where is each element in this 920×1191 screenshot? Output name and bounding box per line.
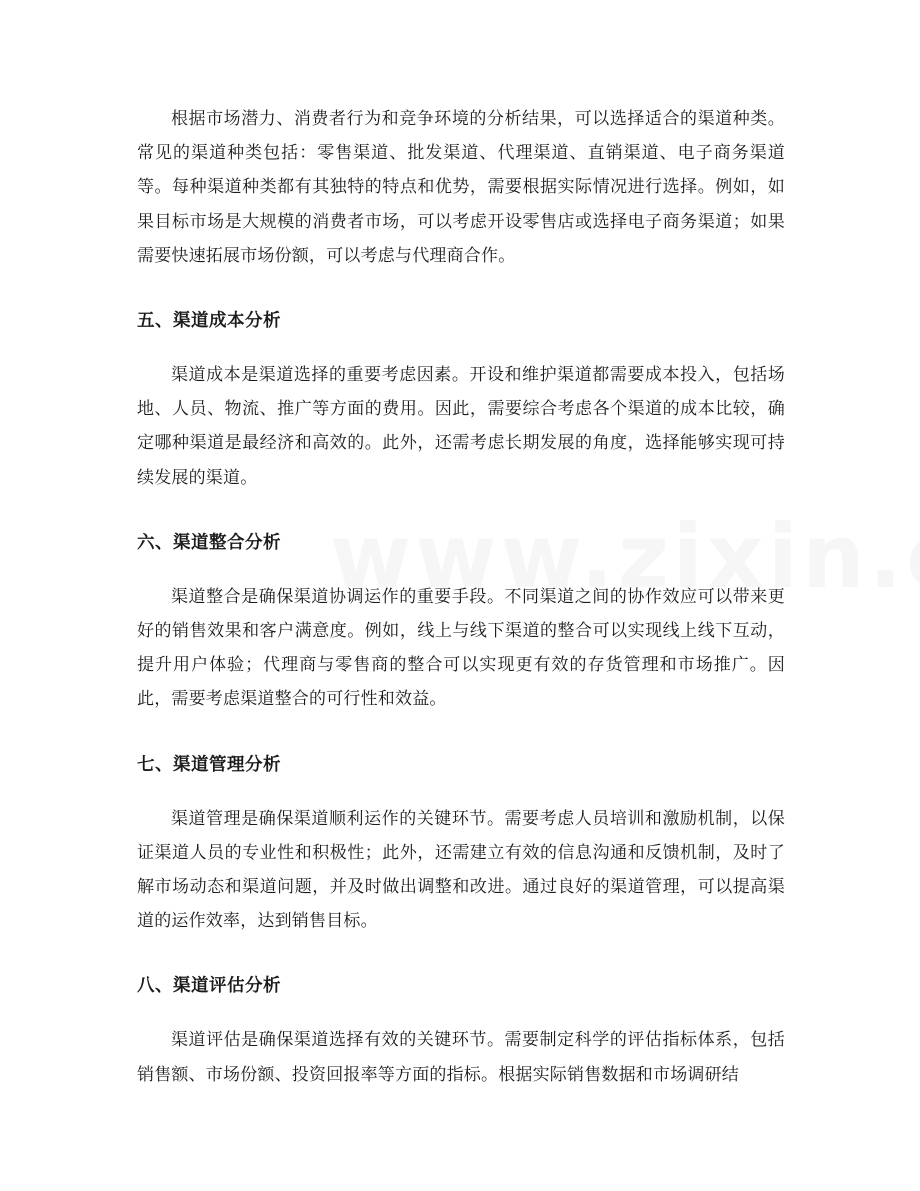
- section-heading-channel-evaluation: 八、渠道评估分析: [137, 976, 281, 997]
- section-paragraph-channel-cost: 渠道成本是渠道选择的重要考虑因素。开设和维护渠道都需要成本投入，包括场地、人员、物流、推广等方面的费用。因此，需要综合考虑各个渠道的成本比较，确定哪种渠道是最经济和高效的。此外，还需考虑长期发展的角度，选择能够实现可持续发展的渠道。: [137, 365, 785, 488]
- section-paragraph-channel-management: 渠道管理是确保渠道顺利运作的关键环节。需要考虑人员培训和激励机制，以保证渠道人员的专业性和积极性；此外，还需建立有效的信息沟通和反馈机制，及时了解市场动态和渠道问题，并及时做出调整和改进。通过良好的渠道管理，可以提高渠道的运作效率，达到销售目标。: [137, 808, 785, 932]
- document-body: [137, 102, 785, 1092]
- intro-paragraph: 根据市场潜力、消费者行为和竞争环境的分析结果，可以选择适合的渠道种类。常见的渠道种类包括：零售渠道、批发渠道、代理渠道、直销渠道、电子商务渠道等。每种渠道种类都有其独特的特点和优势，需要根据实际情况进行选择。例如，如果目标市场是大规模的消费者市场，可以考虑开设零售店或选择电子商务渠道；如果需要快速拓展市场份额，可以考虑与代理商合作。: [137, 109, 785, 266]
- section-paragraph-channel-evaluation: 渠道评估是确保渠道选择有效的关键环节。需要制定科学的评估指标体系，包括销售额、市场份额、投资回报率等方面的指标。根据实际销售数据和市场调研结: [137, 1030, 785, 1085]
- section-heading-channel-management: 七、渠道管理分析: [137, 754, 281, 775]
- section-heading-channel-integration: 六、渠道整合分析: [137, 532, 281, 553]
- section-paragraph-channel-integration: 渠道整合是确保渠道协调运作的重要手段。不同渠道之间的协作效应可以带来更好的销售效果和客户满意度。例如，线上与线下渠道的整合可以实现线上线下互动，提升用户体验；代理商与零售商的整合可以实现更有效的存货管理和市场推广。因此，需要考虑渠道整合的可行性和效益。: [137, 586, 785, 710]
- section-heading-channel-cost: 五、渠道成本分析: [137, 311, 281, 332]
